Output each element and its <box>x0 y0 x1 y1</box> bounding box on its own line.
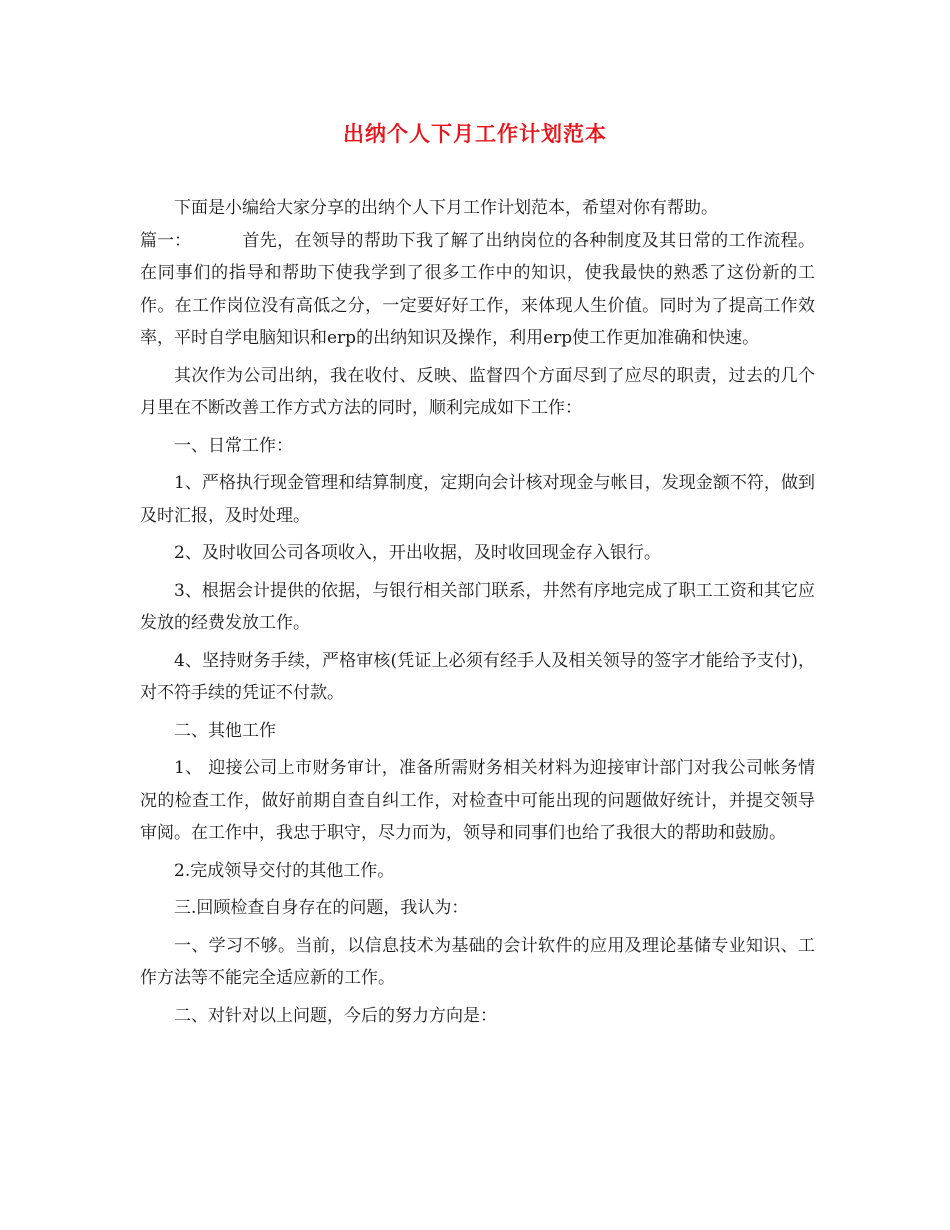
list-item: 1、 迎接公司上市财务审计，准备所需财务相关材料为迎接审计部门对我公司帐务情况的检查工作，做好前期自查自纠工作，对检查中可能出现的问题做好统计，并提交领导审阅。在工作中，我忠于职守，尽力而为，领导和同事们也给了我很大的帮助和鼓励。 <box>140 758 815 843</box>
heading-review: 三.回顾检查自身存在的问题，我认为： <box>174 898 469 918</box>
section-one-paragraph <box>140 225 815 355</box>
paragraph: 其次作为公司出纳，我在收付、反映、监督四个方面尽到了应尽的职责，过去的几个月里在不断改善工作方式方法的同时，顺利完成如下工作： <box>140 365 815 418</box>
list-item: 一、学习不够。当前，以信息技术为基础的会计软件的应用及理论基储专业知识、工作方法等不能完全适应新的工作。 <box>140 935 815 988</box>
document-body <box>140 192 815 1032</box>
list-item: 4、坚持财务手续，严格审核(凭证上必须有经手人及相关领导的签字才能给予支付)，对不符手续的凭证不付款。 <box>140 650 815 703</box>
list-item: 3、根据会计提供的依据，与银行相关部门联系，井然有序地完成了职工工资和其它应发放的经费发放工作。 <box>140 580 815 633</box>
section-one-label: 篇一： <box>140 230 191 251</box>
list-item: 二、对针对以上问题，今后的努力方向是： <box>174 1005 497 1026</box>
document-title: 出纳个人下月工作计划范本 <box>343 121 607 146</box>
section-one-text: 首先，在领导的帮助下我了解了出纳岗位的各种制度及其日常的工作流程。在同事们的指导和帮助下使我学到了很多工作中的知识，使我最快的熟悉了这份新的工作。在工作岗位没有高低之分，一定要好好工作，来体现人生价值。同时为了提高工作效率，平时自学电脑知识和erp的出纳知识及操作，利用erp使工作更加准确和快速。 <box>140 230 815 348</box>
intro-paragraph: 下面是小编给大家分享的出纳个人下月工作计划范本，希望对你有帮助。 <box>174 198 718 218</box>
heading-daily-work: 一、日常工作： <box>174 435 293 456</box>
list-item: 2.完成领导交付的其他工作。 <box>174 860 395 881</box>
list-item: 2、及时收回公司各项收入，开出收据，及时收回现金存入银行。 <box>174 543 661 563</box>
list-item: 1、严格执行现金管理和结算制度，定期向会计核对现金与帐目，发现金额不符，做到及时汇报，及时处理。 <box>140 473 815 526</box>
heading-other-work: 二、其他工作 <box>174 720 276 741</box>
